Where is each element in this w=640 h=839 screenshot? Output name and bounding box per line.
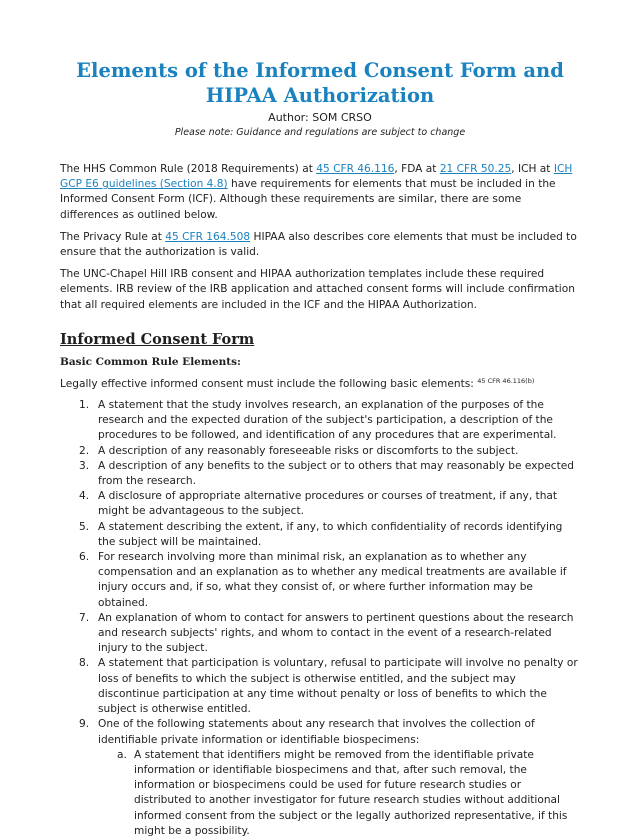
list-item — [60, 444, 580, 459]
subsection-heading: Basic Common Rule Elements: — [60, 355, 241, 368]
intro-text: HIPAA also describes core elements that must be included to ensure that the authorization is valid. — [60, 230, 577, 259]
item-text: A statement that the study involves research, an explanation of the purposes of the research and the expected duration of the subject's participation, a description of the procedures to be followed, and identification of any procedures that are experimental. — [98, 399, 557, 442]
subitem-letter: a. — [117, 748, 127, 761]
subitem-text: A statement that identifiers might be removed from the identifiable private information or identifiable biospecimens and that, after such removal, the information or biospecimens could be used for future research studies or distributed to another investigator for future research studies without additional informed consent from the subject or the legally authorized representative, if this might be a possibility. — [134, 748, 568, 837]
item-text: A description of any reasonably foreseeable risks or discomforts to the subject. — [98, 444, 519, 457]
elements-lead-in — [60, 377, 580, 392]
list-item — [60, 459, 580, 489]
item-text: A disclosure of appropriate alternative procedures or courses of treatment, if any, that might be advantageous to the subject. — [98, 490, 558, 518]
list-item — [60, 520, 580, 550]
link-45-cfr-164-508[interactable]: 45 CFR 164.508 — [165, 230, 251, 243]
item-number: 3. — [79, 459, 90, 472]
item-number: 5. — [79, 520, 90, 533]
item-number: 4. — [79, 490, 90, 503]
intro-text: The HHS Common Rule (2018 Requirements) at — [60, 163, 317, 175]
item-number: 8. — [79, 657, 90, 670]
list-item — [60, 611, 580, 657]
link-ich-gcp-e6[interactable]: ICH GCP E6 guidelines (Section 4.8) — [60, 163, 573, 191]
basic-elements-list — [60, 398, 580, 839]
item-text: For research involving more than minimal risk, an explanation as to whether any compensation and an explanation as to whether any medical treatments are available if injury occurs and, if so, what they consist of, or where further information may be obtained. — [98, 551, 567, 609]
item-number: 9. — [79, 718, 90, 731]
list-item — [60, 398, 580, 444]
intro-paragraph-common-rule — [60, 162, 580, 223]
section-heading: Informed Consent Form — [60, 330, 255, 348]
author-line: Author: SOM CRSO — [268, 111, 372, 124]
identifiable-info-sublist — [98, 748, 580, 839]
list-item — [60, 489, 580, 519]
link-45-cfr-46-116[interactable]: 45 CFR 46.116 — [316, 163, 395, 175]
guidance-note: Please note: Guidance and regulations are subject to change — [174, 127, 466, 138]
item-text: A statement that participation is voluntary, refusal to participate will involve no penalty or loss of benefits to which the subject is otherwise entitled, and the subject may discontinue participation at any time without penalty or loss of benefits to which the subject is otherwise entitled. — [98, 657, 578, 716]
list-item — [60, 550, 580, 611]
link-21-cfr-50-25[interactable]: 21 CFR 50.25 — [439, 163, 512, 175]
intro-text: have requirements for elements that must be included in the Informed Consent Form (ICF). Although these requirements are similar, there are some differences as outlined below. — [60, 178, 556, 221]
item-number: 7. — [79, 611, 90, 624]
intro-text: The Privacy Rule at — [60, 230, 166, 243]
intro-paragraph-privacy-rule — [60, 230, 580, 260]
document-title: Elements of the Informed Consent Form and HIPAA Authorization — [76, 59, 564, 107]
item-number: 1. — [79, 399, 90, 412]
item-number: 2. — [79, 444, 90, 457]
intro-paragraph-unc-irb: The UNC-Chapel Hill IRB consent and HIPAA authorization templates include these required elements. IRB review of the IRB application and attached consent forms will include confirmation that all required elements are included in the ICF and the HIPAA Authorization. — [60, 268, 575, 311]
item-text: A description of any benefits to the subject or to others that may reasonably be expected from the research. — [98, 459, 574, 488]
intro-text: , ICH at — [511, 163, 554, 175]
list-item — [60, 656, 580, 717]
item-text: One of the following statements about any research that involves the collection of identifiable private information or identifiable biospecimens: — [98, 718, 535, 746]
sublist-item — [98, 748, 580, 839]
item-number: 6. — [79, 551, 90, 564]
lead-text: Legally effective informed consent must include the following basic elements: — [60, 377, 478, 390]
item-text: An explanation of whom to contact for answers to pertinent questions about the research and research subjects' rights, and whom to contact in the event of a research-related injury to the subject. — [98, 611, 574, 655]
item-text: A statement describing the extent, if any, to which confidentiality of records identifying the subject will be maintained. — [98, 520, 563, 548]
intro-text: , FDA at — [394, 163, 440, 175]
list-item — [60, 717, 580, 839]
citation-superscript: 45 CFR 46.116(b) — [477, 376, 535, 385]
